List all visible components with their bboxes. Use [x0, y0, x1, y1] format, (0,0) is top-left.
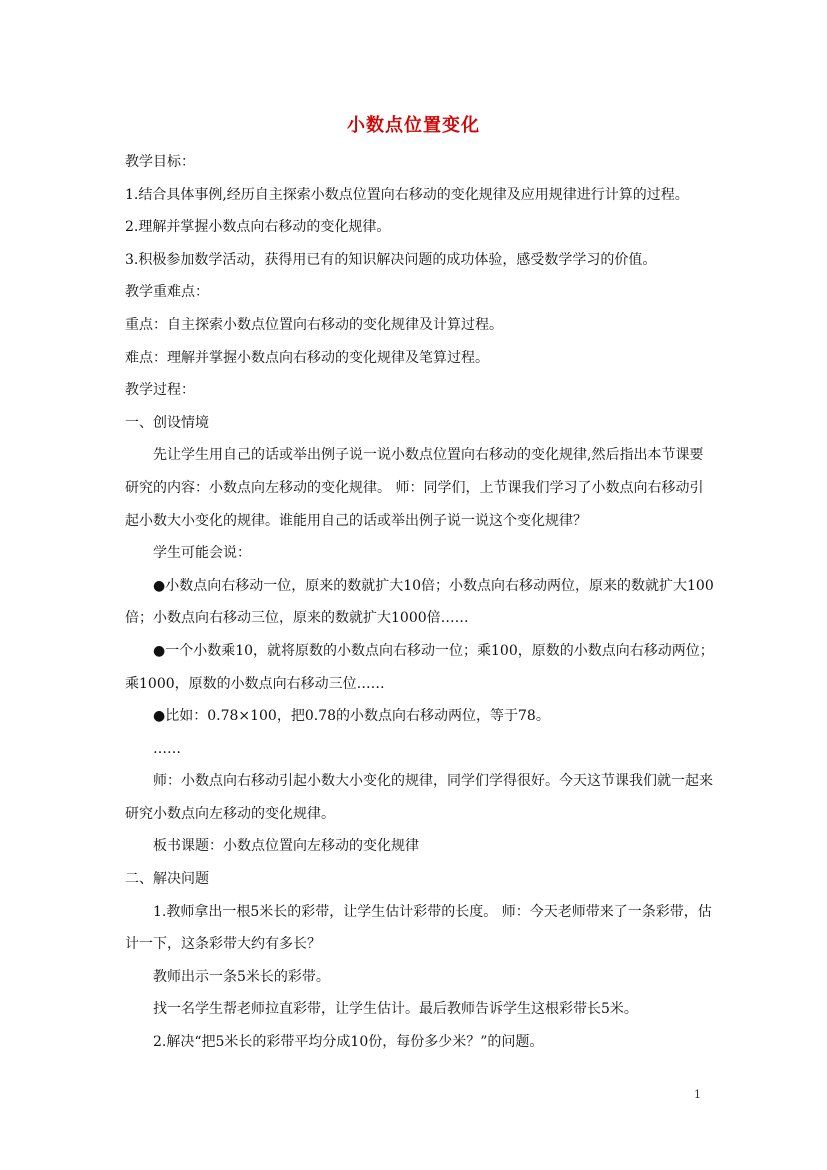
section-2-heading: 二、解决问题 [125, 871, 209, 888]
paragraph-student-helps: 找一名学生帮老师拉直彩带，让学生估计。最后教师告诉学生这根彩带长5米。 [153, 1001, 638, 1018]
bullet-item: ●小数点向右移动一位，原来的数就扩大10倍；小数点向右移动两位，原来的数就扩大100倍；小数点向右移动三位，原来的数就扩大1000倍…… [125, 577, 714, 627]
paragraph-ribbon-estimate: 1.教师拿出一根5米长的彩带，让学生估计彩带的长度。 师：今天老师带来了一条彩带，估计一下，这条彩带大约有多长？ [125, 903, 712, 953]
bullet-item: ●一个小数乘10，就将原数的小数点向右移动一位；乘100，原数的小数点向右移动两位；乘1000，原数的小数点向右移动三位…… [125, 642, 714, 692]
objective-1: 1.结合具体事例,经历自主探索小数点位置向右移动的变化规律及应用规律进行计算的过程。 [125, 186, 689, 203]
key-point: 重点：自主探索小数点位置向右移动的变化规律及计算过程。 [125, 316, 503, 333]
bullet-item: ●比如：0.78×100，把0.78的小数点向右移动两位，等于78。 [153, 708, 550, 725]
objectives-heading: 教学目标： [125, 154, 195, 170]
difficult-point: 难点：理解并掌握小数点向右移动的变化规律及笔算过程。 [125, 349, 489, 366]
objective-2: 2.理解并掌握小数点向右移动的变化规律。 [125, 219, 391, 236]
ellipsis-line: …… [153, 740, 181, 757]
page-number: 1 [694, 1088, 701, 1101]
paragraph-intro: 先让学生用自己的话或举出例子说一说小数点位置向右移动的变化规律,然后指出本节课要研究的内容：小数点向左移动的变化规律。 师：同学们，上节课我们学习了小数点向右移动引起小数大小变化的规律。谁能用自己的话或举出例子说一说这个变化规律？ [125, 447, 704, 529]
document-body [125, 146, 715, 1059]
paragraph-show-ribbon: 教师出示一条5米长的彩带。 [153, 968, 330, 985]
paragraph-solve-problem: 2.解决“把5米长的彩带平均分成10份，每份多少米？”的问题。 [153, 1034, 544, 1051]
section-1-heading: 一、创设情境 [125, 414, 209, 431]
document-title: 小数点位置变化 [347, 115, 480, 136]
objective-3: 3.积极参加数学活动，获得用已有的知识解决问题的成功体验，感受数学学习的价值。 [125, 251, 657, 268]
key-points-heading: 教学重难点： [125, 284, 209, 301]
paragraph-teacher-summary: 师：小数点向右移动引起小数大小变化的规律，同学们学得很好。今天这节课我们就一起来研究小数点向左移动的变化规律。 [125, 773, 713, 822]
paragraph-board-title: 板书课题：小数点位置向左移动的变化规律 [153, 838, 419, 855]
paragraph-students-may-say: 学生可能会说： [153, 545, 251, 562]
process-heading: 教学过程： [125, 382, 195, 399]
